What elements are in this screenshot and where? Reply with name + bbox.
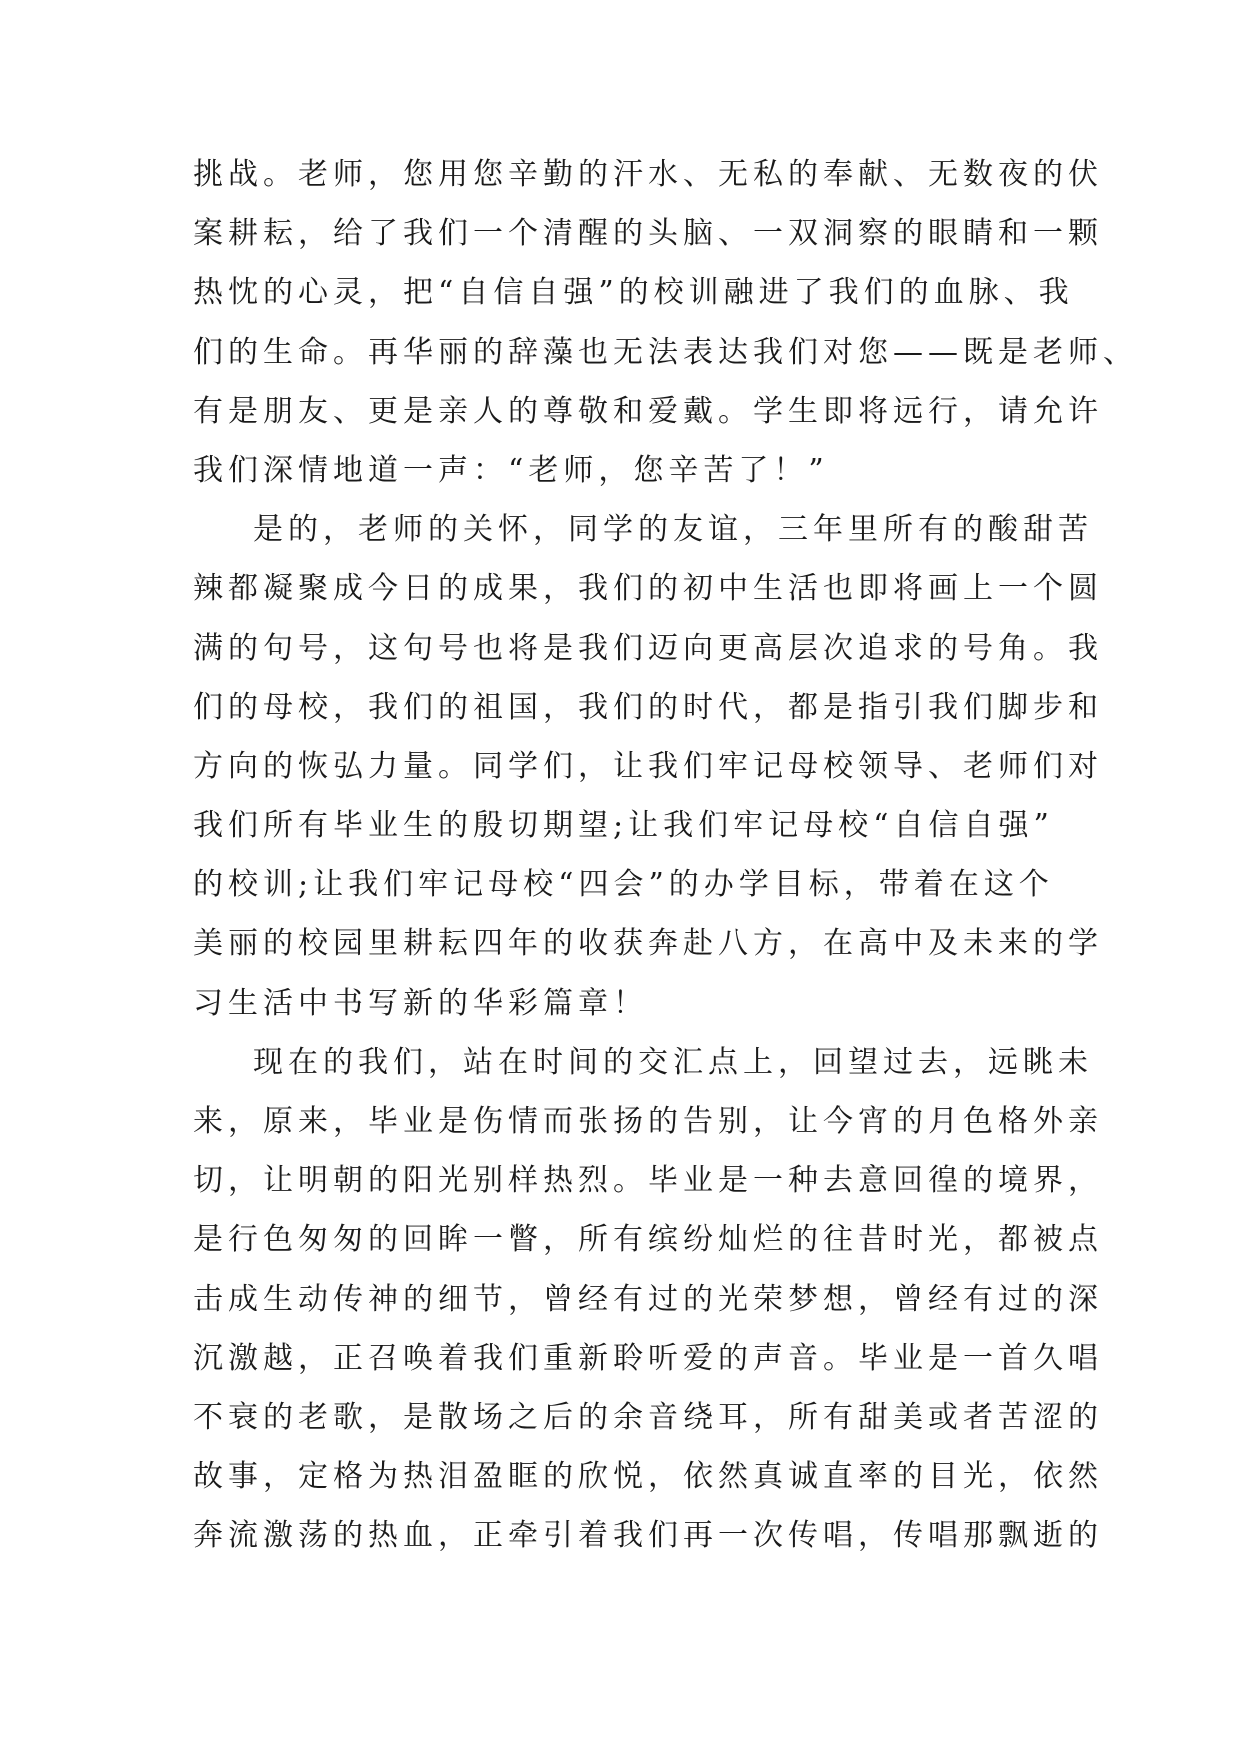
text-line: 热忱的心灵，把“自信自强”的校训融进了我们的血脉、我	[193, 275, 1074, 311]
text-line: 习生活中书写新的华彩篇章！	[193, 985, 648, 1021]
text-line: 故事，定格为热泪盈眶的欣悦，依然真诚直率的目光，依然	[193, 1459, 1103, 1495]
text-line: 美丽的校园里耕耘四年的收获奔赴八方，在高中及未来的学	[193, 926, 1103, 962]
text-line: 满的句号，这句号也将是我们迈向更高层次追求的号角。我	[193, 630, 1103, 666]
text-line: 我们深情地道一声：“老师，您辛苦了！”	[193, 452, 829, 488]
text-line: 击成生动传神的细节，曾经有过的光荣梦想，曾经有过的深	[193, 1281, 1103, 1317]
text-line: 来，原来，毕业是伤情而张扬的告别，让今宵的月色格外亲	[193, 1104, 1103, 1139]
text-line: 切，让明朝的阳光别样热烈。毕业是一种去意回徨的境界，	[193, 1163, 1103, 1199]
text-line: 辣都凝聚成今日的成果，我们的初中生活也即将画上一个圆	[193, 571, 1103, 607]
text-line: 案耕耘，给了我们一个清醒的头脑、一双洞察的眼睛和一颗	[193, 216, 1103, 252]
paragraph-start-line: 现在的我们，站在时间的交汇点上，回望过去，远眺未	[253, 1044, 1093, 1080]
text-line: 我们所有毕业生的殷切期望;让我们牢记母校“自信自强”	[193, 808, 1054, 844]
text-line: 沉激越，正召唤着我们重新聆听爱的声音。毕业是一首久唱	[193, 1340, 1103, 1376]
text-line: 挑战。老师，您用您辛勤的汗水、无私的奉献、无数夜的伏	[193, 157, 1103, 192]
text-line: 的校训;让我们牢记母校“四会”的办学目标，带着在这个	[193, 867, 1054, 903]
paragraph-start-line: 是的，老师的关怀，同学的友谊，三年里所有的酸甜苦	[253, 512, 1093, 548]
text-line: 们的生命。再华丽的辞藻也无法表达我们对您——既是老师、	[193, 334, 1138, 370]
body-text	[193, 145, 1138, 1566]
text-line: 奔流激荡的热血，正牵引着我们再一次传唱，传唱那飘逝的	[193, 1518, 1103, 1554]
text-line: 有是朋友、更是亲人的尊敬和爱戴。学生即将远行，请允许	[193, 393, 1103, 429]
text-line: 是行色匆匆的回眸一瞥，所有缤纷灿烂的往昔时光，都被点	[193, 1222, 1103, 1258]
text-line: 们的母校，我们的祖国，我们的时代，都是指引我们脚步和	[193, 689, 1103, 725]
text-line: 方向的恢弘力量。同学们，让我们牢记母校领导、老师们对	[193, 748, 1103, 784]
text-line: 不衰的老歌，是散场之后的余音绕耳，所有甜美或者苦涩的	[193, 1399, 1103, 1435]
